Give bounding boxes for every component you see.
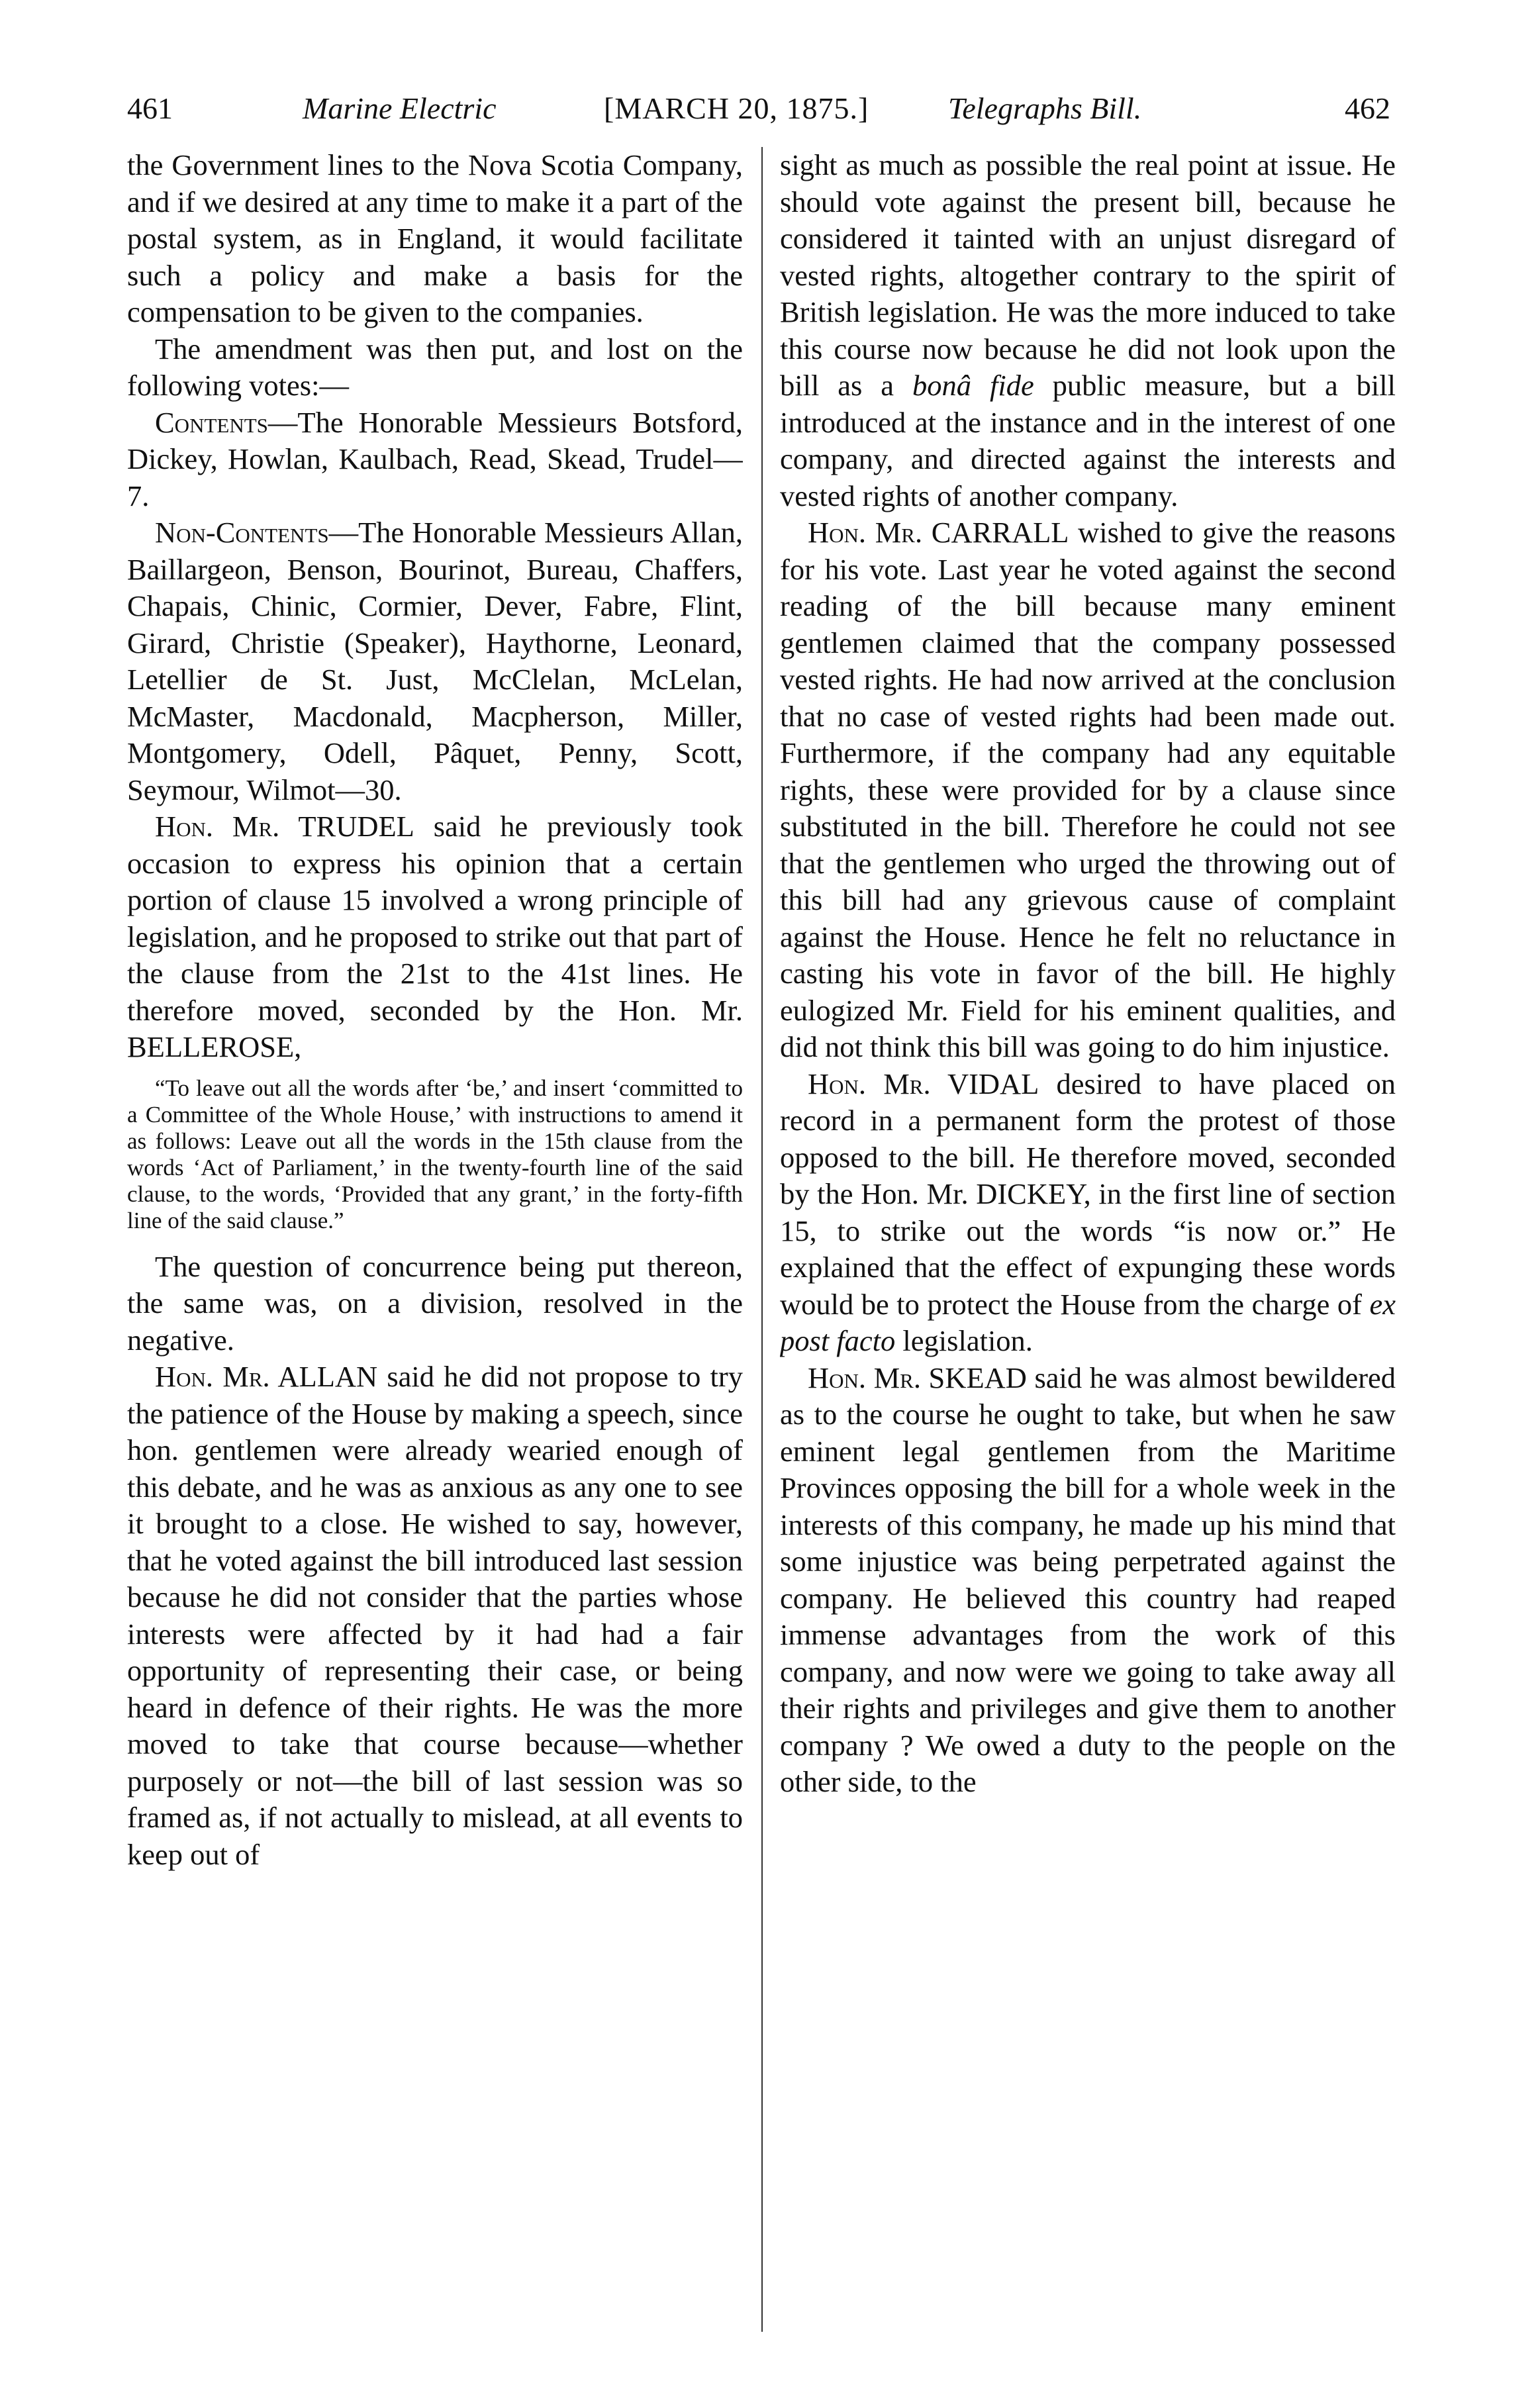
speech-vidal (780, 1066, 1396, 1360)
speech-text: desired to have placed on record in a permanent form the protest of those opposed to the bill. He therefore moved, seconded by the Hon. Mr. DICKEY, in the first line of section 15, to strike out the words “is now or.” He explained that the effect of expunging these words would be to protect the House from the charge of (780, 1067, 1396, 1321)
italic-term: bonâ fide (912, 369, 1034, 402)
header-date: [MARCH 20, 1875.] (604, 91, 869, 125)
motion-quote: “To leave out all the words after ‘be,’ and insert ‘committed to a Committee of the Whole House,’ with instructions to amend it as follows: Leave out all the words in the 15th clause from the words ‘Act of Parliament,’ in the twenty-fourth line of the said clause, to the words, ‘Provided that any grant,’ in the forty-fifth line of the said clause.” (127, 1075, 743, 1233)
vote-label: Contents (155, 405, 268, 439)
page-number-right: 462 (1345, 91, 1390, 125)
page-number-left: 461 (127, 91, 173, 125)
speaker-name: Hon. Mr. VIDAL (808, 1067, 1039, 1100)
vote-non-contents (127, 514, 743, 808)
paragraph: The amendment was then put, and lost on the following votes:— (127, 332, 743, 402)
speaker-name: Hon. Mr. ALLAN (155, 1360, 378, 1393)
vote-contents (127, 405, 743, 515)
speech-text: said he was almost bewildered as to the course he ought to take, but when he saw eminent legal gentlemen from the Maritime Provinces opposing the bill for a whole week in the interests of this company, he made up his mind that some injustice was being perpetrated against the company. He believed this country had reaped immense advantages from the work of this company, and now were we going to take away all their rights and privileges and give them to another company ? We owed a duty to the people on the other side, to the (780, 1361, 1396, 1798)
speaker-name: Hon. Mr. CARRALL (808, 516, 1069, 549)
text-run: public measure, but a bill introduced at the instance and in the interest of one company, and directed against the interests and vested rights of another company. (780, 369, 1396, 512)
speech-text: legislation. (895, 1324, 1033, 1357)
right-column (780, 147, 1396, 2345)
running-title-right: Telegraphs Bill. (948, 91, 1142, 125)
running-title-left: Marine Electric (303, 91, 497, 125)
speech-carrall (780, 514, 1396, 1066)
speech-allan (127, 1359, 743, 1873)
page-header (127, 85, 1390, 132)
paragraph: the Government lines to the Nova Scotia Company, and if we desired at any time to make it a part of the postal system, as in England, it would facilitate such a policy and make a basis for the compensation to be given to the companies. (127, 148, 743, 328)
speech-trudel (127, 808, 743, 1066)
paragraph (780, 147, 1396, 514)
paragraph: The question of concurrence being put thereon, the same was, on a division, resolved in the negative. (127, 1249, 743, 1357)
text-run: sight as much as possible the real point at issue. He should vote against the present bill, because he considered it tainted with an unjust disregard of vested rights, altogether contrary to the spirit of British legislation. He was the more induced to take this course now because he did not look upon the bill as a (780, 148, 1396, 402)
speech-text: wished to give the reasons for his vote. Last year he voted against the second reading of the bill because many eminent gentlemen claimed that the company possessed vested rights. He had now arrived at the conclusion that no case of vested rights had been made out. Furthermore, if the company had any equitable rights, these were provided for by a clause since substituted in the bill. Therefore he could not see that the gentlemen who urged the throwing out of this bill had any grievous cause of complaint against the House. Hence he felt no reluctance in casting his vote in favor of the bill. He highly eulogized Mr. Field for his eminent qualities, and did not think this bill was going to do him injustice. (780, 516, 1396, 1063)
speech-skead (780, 1360, 1396, 1801)
speaker-name: Hon. Mr. TRUDEL (155, 810, 414, 843)
vote-names: —The Honorable Messieurs Allan, Baillargeon, Benson, Bourinot, Bureau, Chaffers, Chapais, Chinic, Cormier, Dever, Fabre, Flint, Girard, Christie (Speaker), Haythorne, Leonard, Letellier de St. Just, McClelan, McLelan, McMaster, Macdonald, Macpherson, Miller, Montgomery, Odell, Pâquet, Penny, Scott, Seymour, Wilmot—30. (127, 516, 743, 806)
speech-text: said he did not propose to try the patience of the House by making a speech, since hon. gentlemen were already wearied enough of this debate, and he was as anxious as any one to see it brought to a close. He wished to say, however, that he voted against the bill introduced last session because he did not consider that the parties whose interests were affected by it had had a fair opportunity of representing their case, or being heard in defence of their rights. He was the more moved to take that course because—whether purposely or not—the bill of last session was so framed as, if not actually to mislead, at all events to keep out of (127, 1360, 743, 1871)
speech-text: said he previously took occasion to express his opinion that a certain portion of clause 15 involved a wrong principle of legislation, and he proposed to strike out that part of the clause from the 21st to the 41st lines. He therefore moved, seconded by the Hon. Mr. BELLEROSE, (127, 810, 743, 1063)
column-divider (761, 147, 763, 2332)
speaker-name: Hon. Mr. SKEAD (808, 1361, 1027, 1394)
vote-label: Non-Contents (155, 516, 329, 549)
italic-term: ex post facto (780, 1287, 1396, 1357)
vote-names: —The Honorable Messieurs Botsford, Dickey, Howlan, Kaulbach, Read, Skead, Trudel—7. (127, 405, 743, 512)
left-column (127, 147, 743, 2345)
